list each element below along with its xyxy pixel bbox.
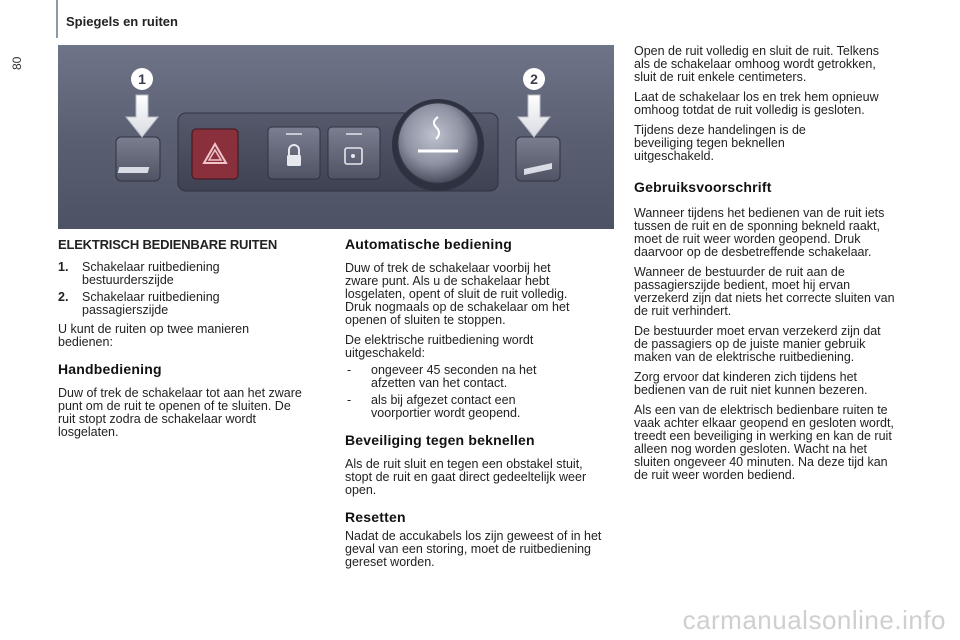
- auto-text: Duw of trek de schakelaar voorbij het zware punt. Als u de schakelaar hebt losgelaten, opent of sluit de ruit volledig. Druk nogmaals op de schakelaar om het openen of sluiten te stoppen.: [345, 261, 570, 327]
- list-item: [345, 394, 610, 420]
- middle-column: [345, 238, 610, 576]
- pinch-text: Als de ruit sluit en tegen een obstakel stuit, stopt de ruit en gaat direct gedeeltelijk weer open.: [345, 457, 587, 497]
- list-item-dash: -: [347, 393, 352, 407]
- watermark: carmanualsonline.info: [682, 605, 946, 635]
- list-item: [58, 261, 328, 287]
- intro-text: U kunt de ruiten op twee manieren bedienen:: [58, 322, 250, 349]
- manual-heading: Handbediening: [58, 361, 162, 377]
- callout-1: [126, 68, 158, 137]
- list-item-number: 2.: [58, 290, 69, 304]
- list-item-text: Schakelaar ruitbediening passagierszijde: [82, 290, 220, 317]
- list-item-text: als bij afgezet contact een voorportier wordt geopend.: [371, 393, 521, 420]
- auto-heading: Automatische bediening: [345, 236, 512, 252]
- reset-heading: Resetten: [345, 509, 406, 525]
- list-item-number: 1.: [58, 260, 69, 274]
- reset-text: Nadat de accukabels los zijn geweest of in het geval van een storing, moet de ruitbediening gereset worden.: [345, 529, 602, 569]
- list-item: [58, 291, 328, 317]
- right-paragraph-2: Laat de schakelaar los en trek hem opnieuw omhoog totdat de ruit volledig is gesloten.: [634, 90, 879, 117]
- window-switch-passenger-icon: [516, 137, 560, 181]
- list-item-text: Schakelaar ruitbediening bestuurderszijde: [82, 260, 220, 287]
- usage-heading: Gebruiksvoorschrift: [634, 179, 772, 195]
- switch-panel-illustration: [58, 45, 614, 229]
- usage-paragraph-3: De bestuurder moet ervan verzekerd zijn dat de passagiers op de juiste manier gebruik maken van de elektrische ruitbediening.: [634, 324, 881, 364]
- right-paragraph-1: Open de ruit volledig en sluit de ruit. Telkens als de schakelaar omhoog wordt getrokken, sluit de ruit enkele centimeters.: [634, 44, 880, 84]
- right-paragraph-3: Tijdens deze handelingen is de beveiliging tegen beknellen uitgeschakeld.: [634, 123, 806, 163]
- left-column: [58, 238, 328, 446]
- hazard-warning-icon: [192, 129, 238, 179]
- pinch-heading: Beveiliging tegen beknellen: [345, 432, 535, 448]
- callout-2: [518, 68, 550, 137]
- switch-panel-svg: [58, 45, 614, 229]
- usage-paragraph-5: Als een van de elektrisch bedienbare ruiten te vaak achter elkaar geopend en gesloten wordt, treedt een beveiliging in werking en kan de ruit alleen nog worden gesloten. Wacht na het sluiten ongeveer 40 minuten. Na deze tijd kan de ruit weer worden bediend.: [634, 403, 894, 482]
- list-item-dash: -: [347, 363, 352, 377]
- cigarette-lighter-icon: [392, 99, 484, 191]
- callout-2-label: 2: [530, 71, 538, 87]
- usage-paragraph-2: Wanneer de bestuurder de ruit aan de passagierszijde bedient, moet hij ervan verzekerd zijn dat niets het correcte sluiten van de ruit verhindert.: [634, 265, 895, 318]
- page-number: 80: [10, 56, 24, 70]
- section-header: Spiegels en ruiten: [66, 14, 178, 29]
- after-off-intro: De elektrische ruitbediening wordt uitgeschakeld:: [345, 333, 534, 360]
- callout-1-label: 1: [138, 71, 146, 87]
- usage-paragraph-4: Zorg ervoor dat kinderen zich tijdens het bedienen van de ruit niet kunnen bezeren.: [634, 370, 868, 397]
- column-title: ELEKTRISCH BEDIENBARE RUITEN: [58, 237, 278, 252]
- list-item: [345, 364, 610, 390]
- list-item-text: ongeveer 45 seconden na het afzetten van het contact.: [371, 363, 537, 390]
- right-column: [634, 45, 909, 489]
- child-lock-icon: [328, 127, 380, 179]
- manual-text: Duw of trek de schakelaar tot aan het zware punt om de ruit te openen of te sluiten. De ruit stopt zodra de schakelaar wordt losgelaten.: [58, 386, 302, 439]
- usage-paragraph-1: Wanneer tijdens het bedienen van de ruit iets tussen de ruit en de sponning bekneld raakt, moet de ruit weer worden geopend. Druk daarvoor op de desbetreffende schakelaar.: [634, 206, 885, 259]
- sidebar-rule: [56, 0, 58, 38]
- lock-icon: [268, 127, 320, 179]
- window-switch-driver-icon: [116, 137, 160, 181]
